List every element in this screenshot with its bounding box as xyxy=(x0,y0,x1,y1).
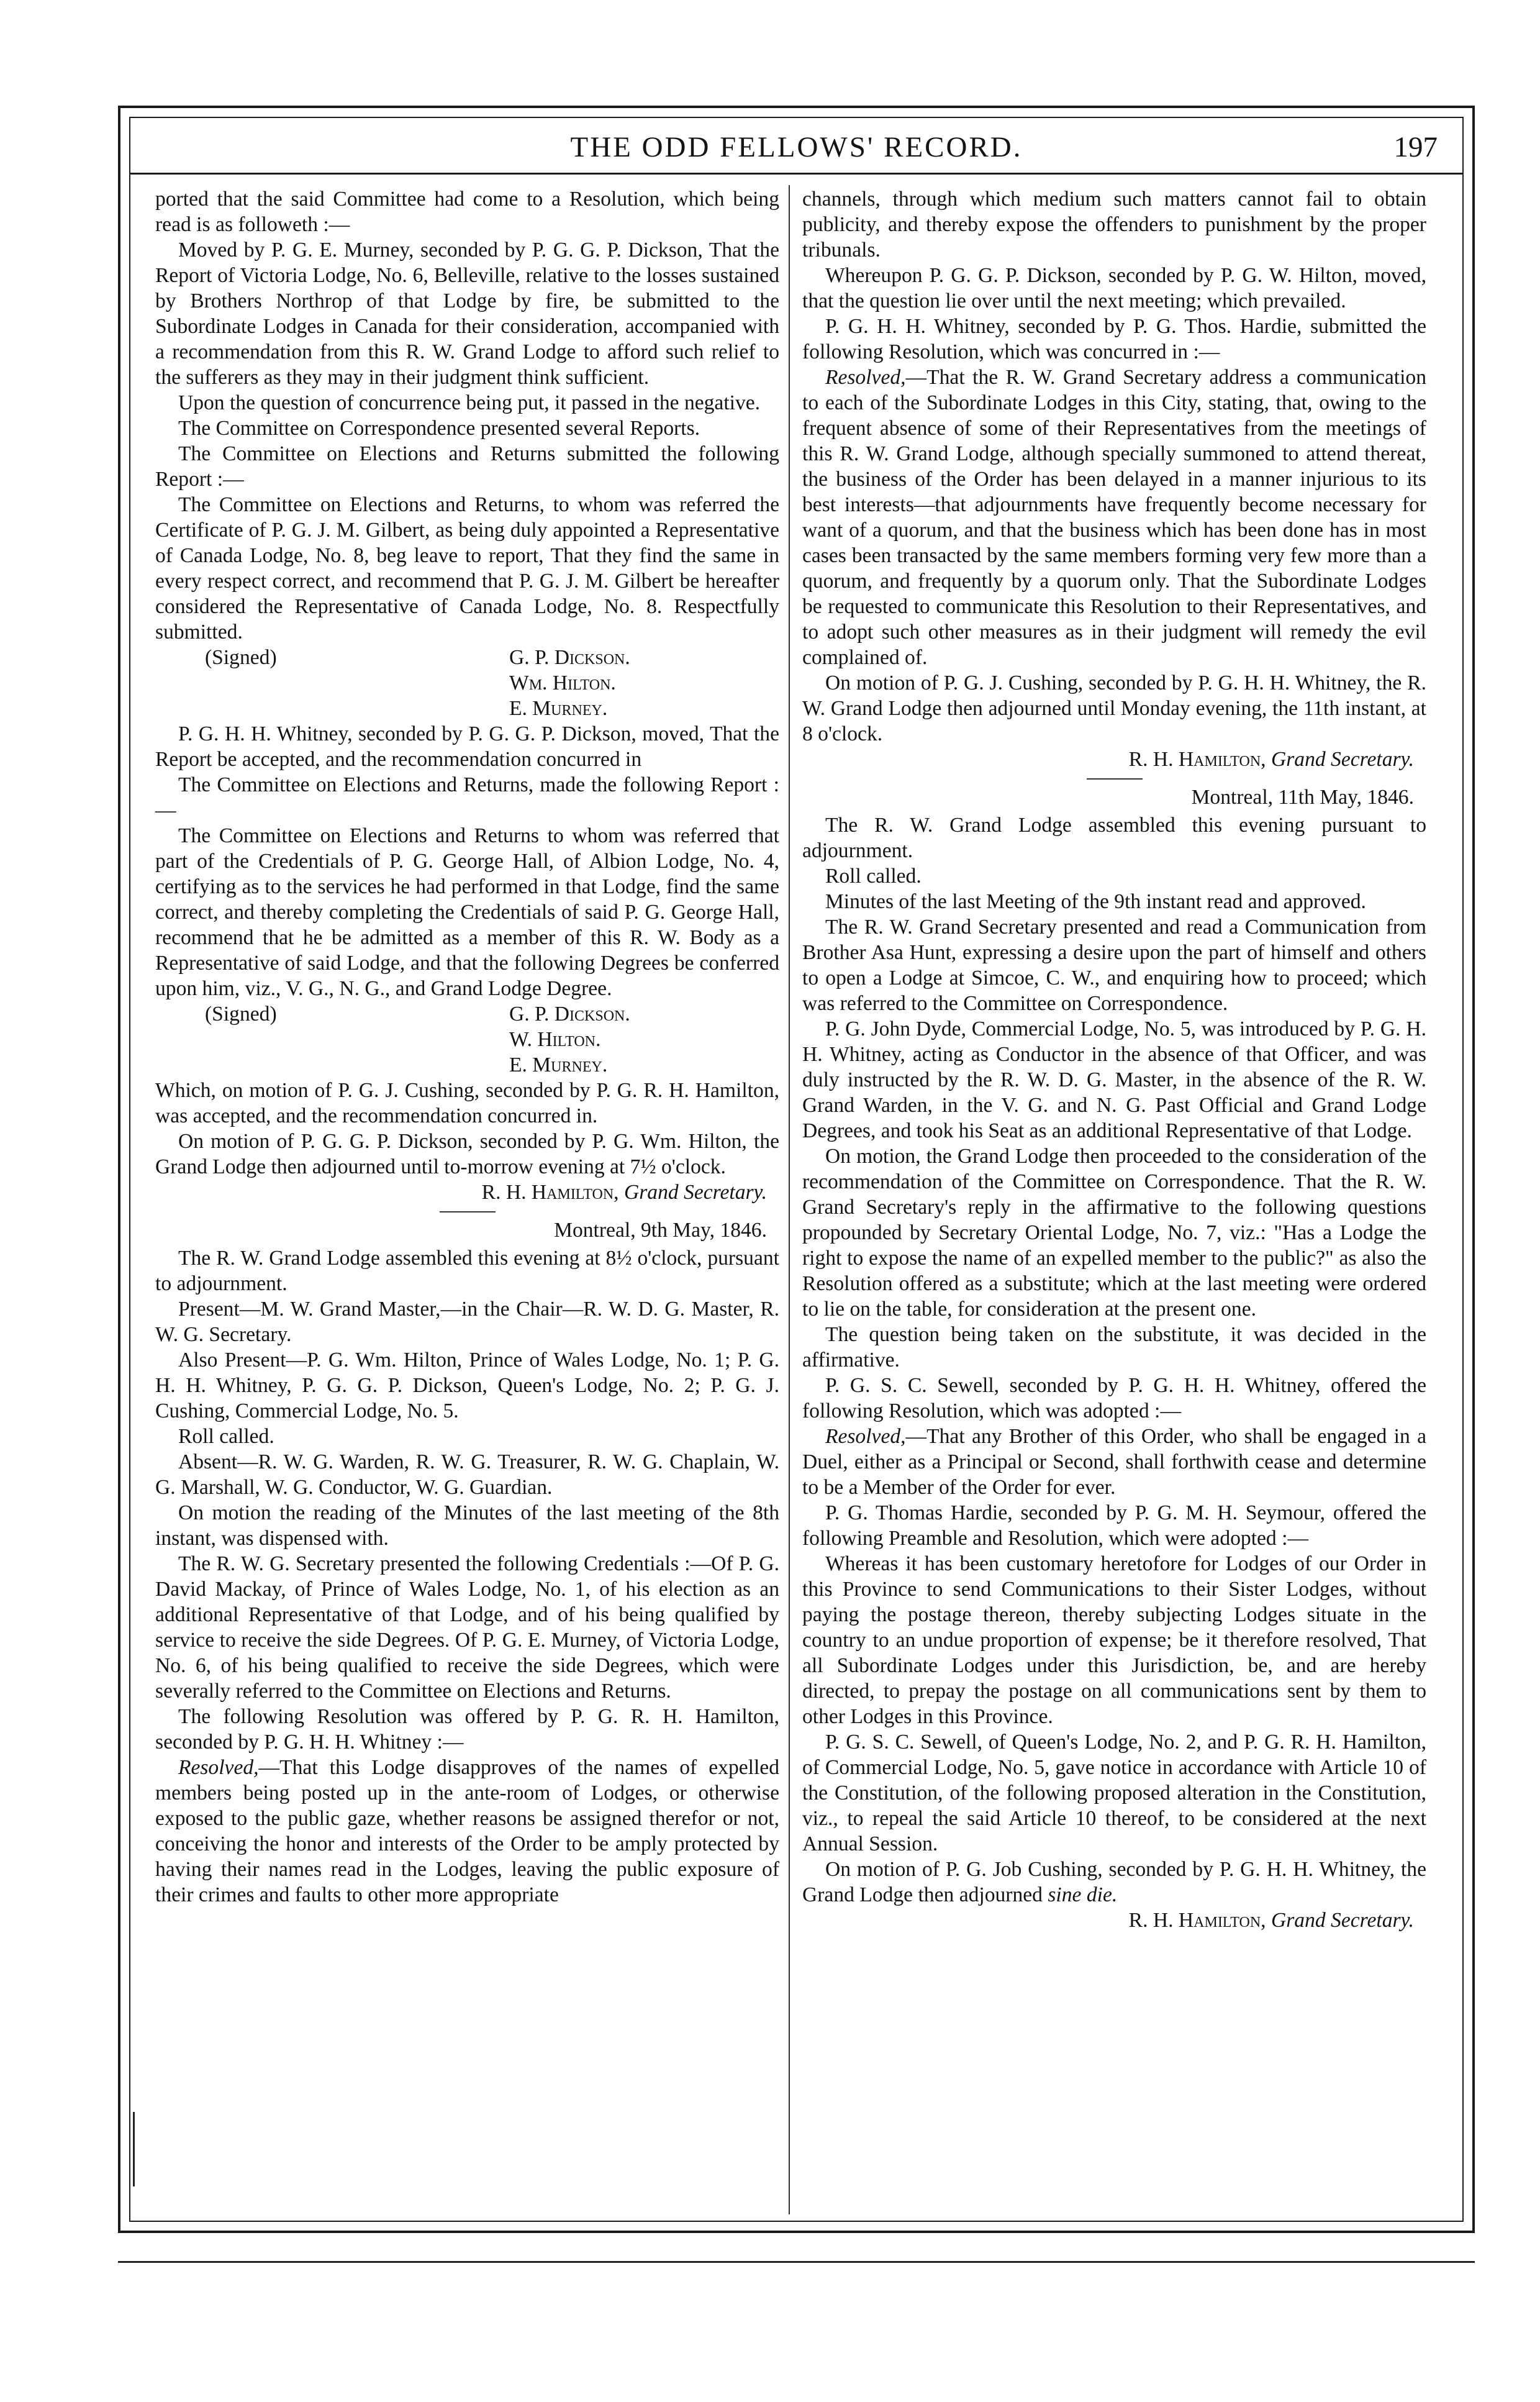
paragraph: Moved by P. G. E. Murney, seconded by P. G. G. P. Dickson, That the Report of Victoria Lodge, No. 6, Belleville, relative to the losses sustained by Brothers Northrop of that Lodge by fire, be submitted to the Subordinate Lodges in Canada for their consideration, accompanied with a recommendation from this R. W. Grand Lodge to afford such relief to the sufferers as they may in their judgment think sufficient. xyxy=(155,239,779,389)
signature-role: Grand Secretary. xyxy=(1270,748,1414,771)
paragraph: The Committee on Elections and Returns, to whom was referred the Certificate of P. G. J. M. Gilbert, as being duly appointed a Representative of Canada Lodge, No. 8, beg leave to report, That they find the same in every respect correct, and recommend that P. G. J. M. Gilbert be hereafter considered the Representative of Canada Lodge, No. 8. Respectfully submitted. xyxy=(155,493,779,644)
paragraph: Also Present—P. G. Wm. Hilton, Prince of Wales Lodge, No. 1; P. G. H. H. Whitney, P. G. G. P. Dickson, Queen's Lodge, No. 2; P. G. J. Cushing, Commercial Lodge, No. 5. xyxy=(155,1349,779,1422)
paragraph: channels, through which medium such matters cannot fail to obtain publicity, and thereby expose the offenders to punishment by the proper tribunals. xyxy=(802,188,1426,262)
paragraph: The Committee on Elections and Returns to whom was referred that part of the Credentials of P. G. George Hall, of Albion Lodge, No. 4, certifying as to the services he had performed in that Lodge, find the same correct, and thereby completing the Credentials of said P. G. George Hall, recommend that he be admitted as a member of this R. W. Body as a Representative of said Lodge, and that the following Degrees be conferred upon him, viz., V. G., N. G., and Grand Lodge Degree. xyxy=(155,824,779,1000)
section-rule xyxy=(1087,778,1143,780)
resolved-lead: Resolved, xyxy=(178,1756,259,1779)
signatory: Wm. Hilton. xyxy=(509,671,616,694)
paragraph xyxy=(802,1857,1426,1908)
paragraph: The R. W. Grand Lodge assembled this evening pursuant to adjournment. xyxy=(802,814,1426,862)
paragraph: The R. W. Grand Secretary presented and read a Communication from Brother Asa Hunt, expressing a desire upon the part of himself and others to open a Lodge at Simcoe, C. W., and enquiring how to proceed; which was referred to the Committee on Correspondence. xyxy=(802,916,1426,1015)
signatory: E. Murney. xyxy=(509,697,608,720)
paragraph: The Committee on Correspondence presented several Reports. xyxy=(178,417,700,440)
paragraph: P. G. S. C. Sewell, of Queen's Lodge, No. 2, and P. G. R. H. Hamilton, of Commercial Lodge, No. 5, gave notice in accordance with Article 10 of the Constitution, of the following proposed alteration in the Constitution, viz., to repeal the said Article 10 thereof, to be considered at the next Annual Session. xyxy=(802,1731,1426,1855)
running-title: THE ODD FELLOWS' RECORD. xyxy=(570,131,1023,163)
signature-role: Grand Secretary. xyxy=(623,1181,767,1204)
secretary-signature xyxy=(802,1908,1426,1933)
sine-die: sine die. xyxy=(1048,1883,1118,1906)
paragraph: P. G. H. H. Whitney, seconded by P. G. G. P. Dickson, moved, That the Report be accepted, and the recommendation concurred in xyxy=(155,722,779,771)
page-frame xyxy=(118,106,1475,2233)
paragraph: On motion, the Grand Lodge then proceeded to the consideration of the recommendation of the Committee on Correspondence. That the R. W. Grand Secretary's reply in the affirmative to the following questions propounded by Secretary Oriental Lodge, No. 7, viz.: "Has a Lodge the right to expose the name of an expelled member to the public?" as also the Resolution offered as a substitute; which at the last meeting were ordered to lie on the table, for consideration at the present one. xyxy=(802,1145,1426,1321)
resolution-text: —That this Lodge disapproves of the names of expelled members being posted up in the ante-room of Lodges, or otherwise exposed to the public gaze, whether reasons be assigned therefor or not, conceiving the honor and interests of the Order to be amply protected by having their names read in the Lodges, leaving the public exposure of their crimes and faults to other more appropriate xyxy=(155,1756,779,1906)
paragraph: Roll called. xyxy=(178,1425,274,1448)
signature-name: R. H. Hamilton, xyxy=(481,1181,619,1204)
paragraph: On motion of P. G. J. Cushing, seconded by P. G. H. H. Whitney, the R. W. Grand Lodge then adjourned until Monday evening, the 11th instant, at 8 o'clock. xyxy=(802,671,1426,745)
signatory: G. P. Dickson. xyxy=(509,646,630,669)
paragraph: Roll called. xyxy=(825,865,922,888)
paragraph xyxy=(802,1424,1426,1500)
dateline: Montreal, 9th May, 1846. xyxy=(554,1219,767,1242)
paragraph: Minutes of the last Meeting of the 9th instant read and approved. xyxy=(825,890,1366,913)
signature-name: R. H. Hamilton, xyxy=(1128,1909,1266,1932)
paragraph: The R. W. G. Secretary presented the following Credentials :—Of P. G. David Mackay, of Prince of Wales Lodge, No. 1, of his election as an additional Representative of that Lodge, and of his being qualified by service to receive the side Degrees. Of P. G. E. Murney, of Victoria Lodge, No. 6, of his being qualified to receive the side Degrees, which were severally referred to the Committee on Elections and Returns. xyxy=(155,1552,779,1703)
signatory: W. Hilton. xyxy=(509,1028,601,1051)
dateline: Montreal, 11th May, 1846. xyxy=(1191,786,1414,809)
signatories xyxy=(503,1001,779,1078)
paragraph: Whereupon P. G. G. P. Dickson, seconded by P. G. W. Hilton, moved, that the question lie over until the next meeting; which prevailed. xyxy=(802,264,1426,312)
resolution-text: —That the R. W. Grand Secretary address a communication to each of the Subordinate Lodges in this City, stating, that, owing to the frequent absence of some of their Representatives from the meetings of this R. W. Grand Lodge, although specially summoned to attend thereat, the business of the Order has been delayed in a manner injurious to its best interests—that adjournments have frequently become necessary for want of a quorum, and that the business which has been done has in most cases been transacted by the same members forming very few more than a quorum, and frequently by a quorum only. That the Subordinate Lodges be requested to communicate this Resolution to their Representatives, and to adopt such other measures as in their judgment will remedy the evil complained of. xyxy=(802,366,1426,669)
paragraph: ported that the said Committee had come to a Resolution, which being read is as followeth :— xyxy=(155,188,779,236)
paragraph: P. G. H. H. Whitney, seconded by P. G. Thos. Hardie, submitted the following Resolution, which was concurred in :— xyxy=(802,315,1426,363)
resolved-lead: Resolved, xyxy=(825,366,906,389)
paragraph: P. G. John Dyde, Commercial Lodge, No. 5, was introduced by P. G. H. H. Whitney, acting as Conductor in the absence of that Officer, and was duly instructed by the R. W. D. G. Master, in the absence of the R. W. Grand Warden, in the V. G. and N. G. Past Official and Grand Lodge Degrees, and took his Seat as an additional Representative of that Lodge. xyxy=(802,1017,1426,1142)
right-column xyxy=(802,186,1426,1933)
paragraph: The question being taken on the substitute, it was decided in the affirmative. xyxy=(802,1323,1426,1372)
margin-mark xyxy=(133,2112,135,2186)
signed-label: (Signed) xyxy=(205,646,277,669)
paragraph: P. G. Thomas Hardie, seconded by P. G. M. H. Seymour, offered the following Preamble and Resolution, which were adopted :— xyxy=(802,1501,1426,1550)
paragraph: Which, on motion of P. G. J. Cushing, seconded by P. G. R. H. Hamilton, was accepted, and the recommendation concurred in. xyxy=(155,1079,779,1127)
secretary-signature xyxy=(155,1180,779,1205)
signatory: E. Murney. xyxy=(509,1053,608,1076)
secretary-signature xyxy=(802,747,1426,772)
paragraph: The R. W. Grand Lodge assembled this evening at 8½ o'clock, pursuant to adjournment. xyxy=(155,1247,779,1295)
paragraph xyxy=(802,365,1426,670)
signature-block xyxy=(155,645,779,721)
paragraph: On motion the reading of the Minutes of the last meeting of the 8th instant, was dispensed with. xyxy=(155,1501,779,1550)
bottom-rule xyxy=(118,2261,1475,2263)
left-column xyxy=(155,186,779,1908)
signed-label: (Signed) xyxy=(205,1003,277,1026)
paragraph: The Committee on Elections and Returns submitted the following Report :— xyxy=(155,442,779,491)
paragraph: Present—M. W. Grand Master,—in the Chair—R. W. D. G. Master, R. W. G. Secretary. xyxy=(155,1298,779,1346)
signature-name: R. H. Hamilton, xyxy=(1128,748,1266,771)
signature-block xyxy=(155,1001,779,1078)
page-number: 197 xyxy=(1393,131,1438,163)
motion-text: On motion of P. G. Job Cushing, seconded by P. G. H. H. Whitney, the Grand Lodge then adjourned xyxy=(802,1858,1426,1906)
paragraph: The Committee on Elections and Returns, made the following Report :— xyxy=(155,773,779,822)
resolution-text: —That any Brother of this Order, who shall be engaged in a Duel, either as a Principal or Second, shall forthwith cease and determine to be a Member of the Order for ever. xyxy=(802,1425,1426,1499)
inner-frame xyxy=(129,117,1464,2222)
paragraph: Upon the question of concurrence being put, it passed in the negative. xyxy=(178,391,761,414)
column-divider xyxy=(789,185,790,2214)
signature-role: Grand Secretary. xyxy=(1270,1909,1414,1932)
page-header xyxy=(130,118,1462,175)
paragraph: Whereas it has been customary heretofore for Lodges of our Order in this Province to send Communications to their Sister Lodges, without paying the postage thereon, thereby subjecting Lodges situate in the country to an undue proportion of expense; be it therefore resolved, That all Subordinate Lodges under this Jurisdiction, be, and are hereby directed, to prepay the postage on all communications sent by them to other Lodges in this Province. xyxy=(802,1552,1426,1728)
signatory: G. P. Dickson. xyxy=(509,1003,630,1026)
resolved-lead: Resolved, xyxy=(825,1425,906,1448)
paragraph: The following Resolution was offered by P. G. R. H. Hamilton, seconded by P. G. H. H. Whitney :— xyxy=(155,1705,779,1754)
section-rule xyxy=(440,1211,496,1212)
paragraph: On motion of P. G. G. P. Dickson, seconded by P. G. Wm. Hilton, the Grand Lodge then adjourned until to-morrow evening at 7½ o'clock. xyxy=(155,1130,779,1178)
paragraph: P. G. S. C. Sewell, seconded by P. G. H. H. Whitney, offered the following Resolution, which was adopted :— xyxy=(802,1374,1426,1422)
paragraph: Absent—R. W. G. Warden, R. W. G. Treasurer, R. W. G. Chaplain, W. G. Marshall, W. G. Conductor, W. G. Guardian. xyxy=(155,1450,779,1499)
signatories xyxy=(503,645,779,721)
paragraph xyxy=(155,1755,779,1908)
